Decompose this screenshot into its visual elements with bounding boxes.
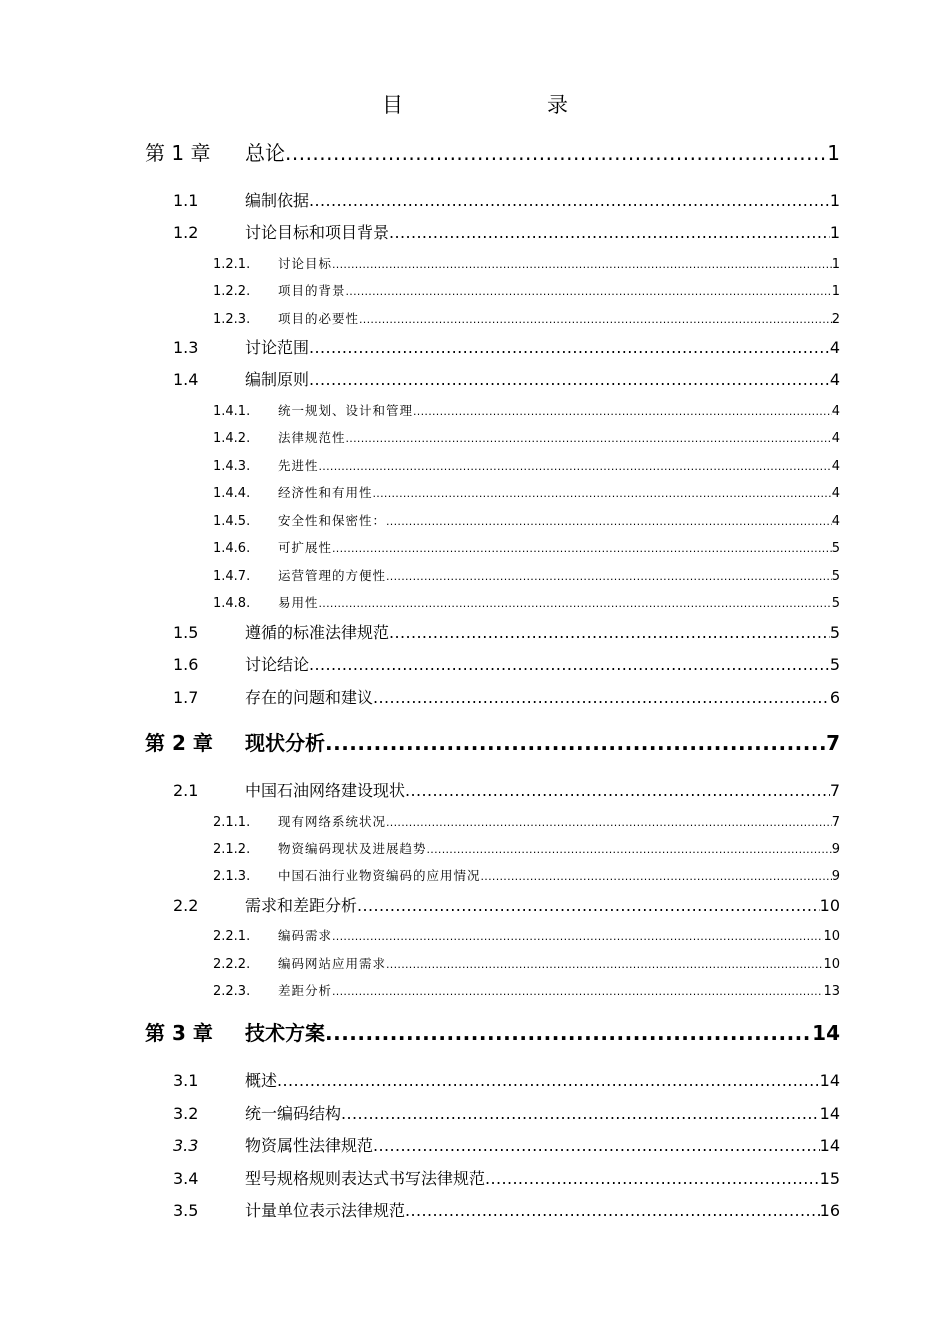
toc-leader-dots (357, 895, 820, 917)
toc-entry-page: 5 (829, 655, 840, 674)
toc-entry-title: 技术方案 (245, 1021, 325, 1045)
toc-entry-title: 讨论结论 (245, 655, 310, 674)
toc-entry-page: 10 (823, 957, 840, 972)
toc-leader-dots (386, 568, 832, 586)
toc-leader-dots (373, 1135, 820, 1157)
toc-entry-number: 1.4.2. (213, 431, 251, 446)
toc-entry-title: 现状分析 (245, 731, 325, 755)
toc-entry-page: 14 (819, 1071, 840, 1090)
toc-entry-number: 1.4.1. (213, 404, 251, 419)
toc-leader-dots (413, 403, 832, 421)
toc-entry-title: 讨论目标和项目背景 (245, 223, 390, 242)
toc-entry-number: 3.3 (173, 1136, 199, 1155)
toc-entry-number: 1.3 (173, 338, 199, 357)
toc-entry-number: 1.6 (173, 655, 199, 674)
toc-entry-title: 讨论目标 (278, 256, 333, 271)
toc-leader-dots (341, 1103, 820, 1125)
toc-entry-section[interactable] (145, 1200, 840, 1222)
toc-entry-page: 7 (831, 815, 840, 830)
toc-entry-title: 讨论范围 (245, 338, 310, 357)
toc-entry-page: 4 (829, 370, 840, 389)
toc-leader-dots (325, 1020, 812, 1046)
toc-leader-dots (389, 622, 830, 644)
toc-entry-section[interactable] (145, 622, 840, 644)
toc-entry-page: 1 (831, 284, 840, 299)
toc-leader-dots (309, 369, 830, 391)
toc-entry-page: 4 (831, 459, 840, 474)
toc-entry-page: 5 (831, 596, 840, 611)
toc-entry-number: 第 2 章 (145, 731, 213, 755)
toc-entry-page: 1 (827, 141, 840, 165)
toc-leader-dots (332, 928, 823, 946)
toc-entry-page: 10 (819, 896, 840, 915)
toc-entry-page: 5 (831, 569, 840, 584)
toc-entry-section[interactable] (145, 895, 840, 917)
toc-entry-title: 遵循的标准法律规范 (245, 623, 390, 642)
toc-entry-number: 2.1.3. (213, 869, 251, 884)
toc-entry-page: 16 (819, 1201, 840, 1220)
toc-leader-dots (346, 283, 832, 301)
toc-entry-number: 1.5 (173, 623, 199, 642)
toc-entry-sub[interactable] (145, 840, 840, 859)
toc-leader-dots (319, 458, 832, 476)
toc-entry-number: 1.4.6. (213, 541, 251, 556)
toc-entry-page: 14 (819, 1136, 840, 1155)
toc-entry-page: 4 (831, 514, 840, 529)
toc-entry-number: 1.4.5. (213, 514, 251, 529)
toc-entry-section[interactable] (145, 654, 840, 676)
toc-entry-section[interactable] (145, 1135, 840, 1157)
toc-entry-number: 1.4.8. (213, 596, 251, 611)
toc-leader-dots (481, 868, 832, 886)
toc-entry-section[interactable] (145, 222, 840, 244)
toc-leader-dots (373, 485, 832, 503)
toc-entry-number: 3.4 (173, 1169, 199, 1188)
toc-entry-title: 经济性和有用性 (278, 485, 373, 500)
toc-entry-number: 1.4.3. (213, 459, 251, 474)
toc-entry-title: 型号规格规则表达式书写法律规范 (245, 1169, 486, 1188)
toc-entry-title: 需求和差距分析 (245, 896, 358, 915)
toc-entry-title: 编制原则 (245, 370, 310, 389)
page-title: 目 录 (382, 93, 602, 117)
toc-entry-sub[interactable] (145, 567, 840, 586)
toc-entry-sub[interactable] (145, 982, 840, 1001)
toc-entry-number: 1.7 (173, 688, 199, 707)
toc-entry-number: 1.4.4. (213, 486, 251, 501)
toc-entry-section[interactable] (145, 1070, 840, 1092)
toc-leader-dots (373, 687, 830, 709)
toc-entry-number: 1.4 (173, 370, 199, 389)
toc-leader-dots (359, 311, 832, 329)
toc-entry-number: 第 1 章 (145, 141, 211, 165)
toc-leader-dots (285, 140, 827, 166)
toc-entry-page: 9 (831, 842, 840, 857)
toc-entry-number: 2.1 (173, 781, 199, 800)
toc-entry-number: 2.1.1. (213, 815, 251, 830)
toc-entry-title: 现有网络系统状况 (278, 814, 387, 829)
toc-entry-chapter[interactable] (145, 140, 840, 166)
toc-entry-title: 先进性 (278, 458, 319, 473)
toc-entry-page: 4 (831, 431, 840, 446)
toc-entry-section[interactable] (145, 337, 840, 359)
toc-entry-page: 1 (831, 257, 840, 272)
toc-entry-title: 易用性 (278, 595, 319, 610)
toc-entry-title: 中国石油行业物资编码的应用情况 (278, 868, 481, 883)
toc-entry-title: 可扩展性 (278, 540, 333, 555)
toc-entry-page: 7 (826, 731, 840, 755)
toc-leader-dots (389, 222, 830, 244)
toc-entry-section[interactable] (145, 1168, 840, 1190)
toc-entry-page: 1 (829, 191, 840, 210)
toc-entry-number: 2.2.2. (213, 957, 251, 972)
toc-entry-title: 编码网站应用需求 (278, 956, 387, 971)
toc-entry-sub[interactable] (145, 282, 840, 301)
toc-leader-dots (485, 1168, 820, 1190)
toc-entry-chapter[interactable] (145, 730, 840, 756)
toc-entry-section[interactable] (145, 1103, 840, 1125)
toc-entry-number: 1.2.2. (213, 284, 251, 299)
toc-entry-sub[interactable] (145, 955, 840, 974)
toc-leader-dots (427, 841, 832, 859)
toc-entry-title: 物资编码现状及进展趋势 (278, 841, 427, 856)
toc-entry-sub[interactable] (145, 927, 840, 946)
toc-leader-dots (332, 983, 823, 1001)
toc-entry-number: 1.2.3. (213, 312, 251, 327)
toc-entry-page: 14 (819, 1104, 840, 1123)
toc-leader-dots (309, 654, 830, 676)
toc-entry-title: 编码需求 (278, 928, 333, 943)
toc-entry-page: 5 (831, 541, 840, 556)
toc-entry-sub[interactable] (145, 813, 840, 832)
toc-entry-sub[interactable] (145, 594, 840, 613)
toc-entry-page: 13 (823, 984, 840, 999)
toc-entry-title: 概述 (245, 1071, 278, 1090)
toc-entry-page: 5 (829, 623, 840, 642)
toc-entry-title: 运营管理的方便性 (278, 568, 387, 583)
toc-entry-number: 第 3 章 (145, 1021, 213, 1045)
toc-leader-dots (405, 1200, 820, 1222)
toc-leader-dots (386, 814, 832, 832)
toc-entry-page: 6 (829, 688, 840, 707)
toc-leader-dots (386, 513, 832, 531)
toc-entry-chapter[interactable] (145, 1020, 840, 1046)
toc-entry-sub[interactable] (145, 484, 840, 503)
toc-entry-number: 3.1 (173, 1071, 199, 1090)
toc-leader-dots (277, 1070, 820, 1092)
toc-entry-section[interactable] (145, 687, 840, 709)
toc-entry-number: 3.2 (173, 1104, 199, 1123)
toc-entry-page: 9 (831, 869, 840, 884)
toc-entry-sub[interactable] (145, 512, 840, 531)
toc-entry-title: 法律规范性 (278, 430, 346, 445)
toc-entry-number: 1.4.7. (213, 569, 251, 584)
toc-leader-dots (325, 730, 826, 756)
toc-entry-title: 安全性和保密性： (278, 513, 387, 528)
toc-entry-number: 1.1 (173, 191, 199, 210)
toc-leader-dots (332, 256, 832, 274)
toc-entry-sub[interactable] (145, 457, 840, 476)
toc-entry-number: 2.2.1. (213, 929, 251, 944)
toc-entry-sub[interactable] (145, 255, 840, 274)
toc-entry-number: 3.5 (173, 1201, 199, 1220)
toc-leader-dots (332, 540, 832, 558)
toc-entry-number: 1.2 (173, 223, 199, 242)
toc-entry-title: 项目的必要性 (278, 311, 360, 326)
toc-entry-sub[interactable] (145, 867, 840, 886)
toc-leader-dots (346, 430, 832, 448)
toc-entry-sub[interactable] (145, 402, 840, 421)
toc-entry-page: 7 (829, 781, 840, 800)
toc-entry-sub[interactable] (145, 539, 840, 558)
toc-entry-number: 2.2 (173, 896, 199, 915)
toc-entry-title: 中国石油网络建设现状 (245, 781, 406, 800)
toc-entry-title: 编制依据 (245, 191, 310, 210)
toc-entry-sub[interactable] (145, 310, 840, 329)
toc-entry-section[interactable] (145, 190, 840, 212)
toc-entry-page: 1 (829, 223, 840, 242)
toc-entry-page: 4 (829, 338, 840, 357)
toc-entry-title: 统一规划、设计和管理 (278, 403, 414, 418)
toc-entry-title: 存在的问题和建议 (245, 688, 374, 707)
toc-leader-dots (309, 337, 830, 359)
toc-entry-page: 15 (819, 1169, 840, 1188)
toc-entry-page: 4 (831, 404, 840, 419)
toc-entry-title: 统一编码结构 (245, 1104, 342, 1123)
toc-leader-dots (386, 956, 823, 974)
toc-entry-number: 1.2.1. (213, 257, 251, 272)
toc-leader-dots (319, 595, 832, 613)
toc-entry-section[interactable] (145, 369, 840, 391)
toc-entry-page: 2 (831, 312, 840, 327)
toc-entry-section[interactable] (145, 780, 840, 802)
toc-entry-sub[interactable] (145, 429, 840, 448)
toc-leader-dots (405, 780, 830, 802)
toc-entry-title: 差距分析 (278, 983, 333, 998)
toc-leader-dots (309, 190, 830, 212)
toc-entry-page: 4 (831, 486, 840, 501)
toc-entry-page: 14 (812, 1021, 840, 1045)
toc-entry-title: 物资属性法律规范 (245, 1136, 374, 1155)
toc-entry-title: 计量单位表示法律规范 (245, 1201, 406, 1220)
toc-entry-title: 项目的背景 (278, 283, 346, 298)
toc-entry-title: 总论 (245, 141, 285, 165)
toc-entry-number: 2.2.3. (213, 984, 251, 999)
toc-entry-number: 2.1.2. (213, 842, 251, 857)
toc-entry-page: 10 (823, 929, 840, 944)
